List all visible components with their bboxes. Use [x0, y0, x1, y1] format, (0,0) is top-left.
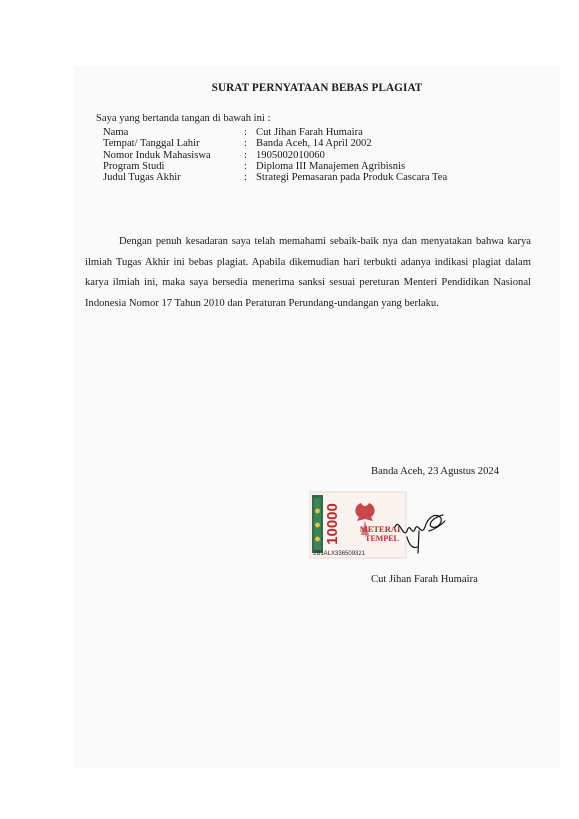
identity-label: Nama — [103, 127, 129, 138]
identity-label: Program Studi — [103, 160, 165, 172]
stamp-hologram-dot — [315, 537, 320, 542]
identity-row-name — [103, 127, 447, 138]
identity-value: 1905002010060 — [256, 149, 325, 161]
identity-value: Cut Jihan Farah Humaira — [256, 127, 363, 138]
identity-separator: : — [244, 160, 247, 172]
identity-label: Nomor Induk Mahasiswa — [103, 149, 211, 161]
intro-text: Saya yang bertanda tangan di bawah ini : — [96, 113, 271, 124]
identity-table — [103, 127, 447, 183]
identity-row-birth — [103, 138, 447, 149]
stamp-value-text: 10000 — [324, 503, 341, 545]
identity-row-program — [103, 161, 447, 172]
place-date: Banda Aceh, 23 Agustus 2024 — [371, 466, 499, 477]
identity-row-nim — [103, 150, 447, 161]
identity-separator: : — [244, 138, 247, 150]
identity-label: Judul Tugas Akhir — [103, 172, 181, 184]
signatory-name: Cut Jihan Farah Humaira — [371, 574, 478, 585]
document-title: SURAT PERNYATAAN BEBAS PLAGIAT — [211, 82, 423, 94]
statement-paragraph — [85, 232, 531, 314]
identity-separator: : — [244, 149, 247, 161]
meterai-stamp-signature — [309, 491, 459, 563]
stamp-hologram-dot — [315, 523, 320, 528]
stamp-hologram-dot — [315, 509, 320, 514]
statement-text: Dengan penuh kesadaran saya telah memahami sebaik-baik nya dan menyatakan bahwa karya ilmiah Tugas Akhir ini bebas plagiat. Apabila dikemudian hari terbukti adanya indikasi plagiat dalam karya ilmiah ini, maka saya bersedia menerima sanksi sesuai pereturan Menteri Pendidikan Nasional Indonesia Nomor 17 Tahun 2010 dan Peraturan Perundang-undangan yang berlaku. — [85, 236, 531, 309]
meterai-stamp — [310, 492, 406, 558]
identity-value: Strategi Pemasaran pada Produk Cascara Tea — [256, 172, 448, 184]
identity-separator: : — [244, 127, 247, 138]
stamp-label-meterai: METERAI — [359, 524, 401, 534]
identity-separator: : — [244, 172, 247, 184]
identity-label: Tempat/ Tanggal Lahir — [103, 138, 200, 150]
identity-row-thesis — [103, 172, 447, 183]
identity-value: Banda Aceh, 14 April 2002 — [256, 138, 372, 150]
stamp-label-tempel: TEMPEL — [365, 534, 399, 543]
stamp-serial-text: 2B1ALX336509321 — [313, 551, 366, 557]
identity-value: Diploma III Manajemen Agribisnis — [256, 160, 406, 172]
